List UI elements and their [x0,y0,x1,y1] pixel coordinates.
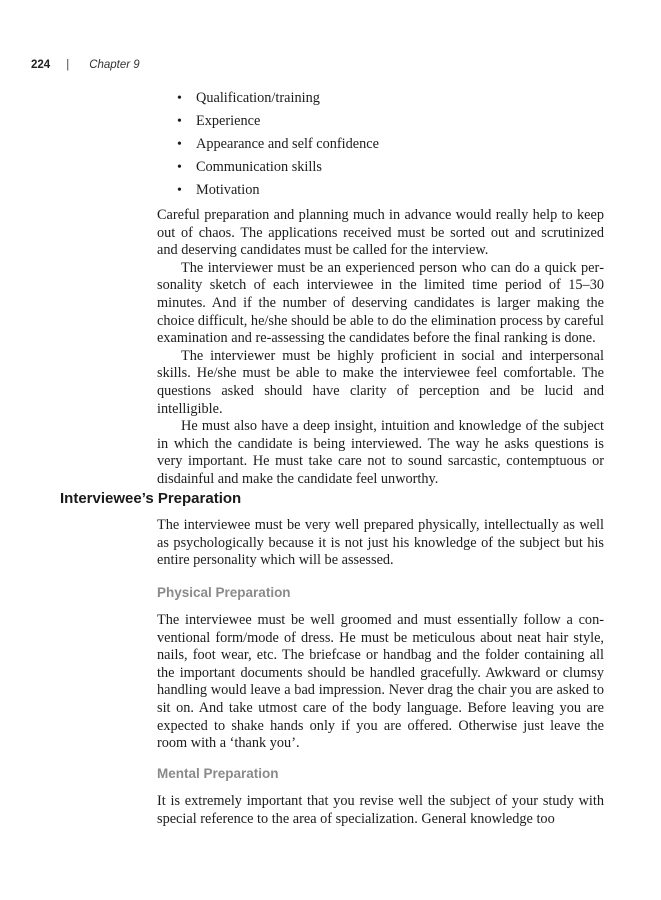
paragraph: He must also have a deep insight, intuition and knowledge of the subject in which the candidate is being interviewed. The way he asks questions is very important. He must take care not to sound sarcastic, contemptuous or disdainful and make the candidate feel unworthy. [157,418,604,487]
paragraph: The interviewee must be very well prepared physically, intellectually as well as psychologically because it is not just his knowledge of the subject but his entire personality which will be assessed. [157,517,604,569]
bullet-icon: • [177,183,182,198]
paragraph: Careful preparation and planning much in advance would really help to keep out of chaos. The applications received must be sorted out and scrutinized and deserving candidates must be called for the interview. [157,207,604,259]
list-item: • Communication skills [177,156,379,179]
running-head [31,59,140,71]
paragraph: It is extremely important that you revise well the subject of your study with special reference to the area of specialization. General knowledge too [157,793,604,827]
chapter-label: Chapter 9 [89,59,140,71]
interviewer-section-body [157,207,604,489]
mental-preparation-body [157,793,604,828]
bullet-icon: • [177,137,182,152]
list-item: • Qualification/training [177,87,379,110]
mental-preparation-heading: Mental Preparation [157,766,279,781]
paragraph: The interviewer must be an experienced person who can do a quick personality sketch of each interviewee in the limited time period of 15–30 minutes. And if the number of deserving candidates is larger making the choice difficult, he/she should be able to do the elimination process by careful examination and re-assessing the candidates before the final ranking is done. [157,259,604,347]
bullet-icon: • [177,91,182,106]
list-item: • Experience [177,110,379,133]
physical-preparation-heading: Physical Preparation [157,585,291,600]
paragraph: The interviewer must be highly proficient in social and interpersonal skills. He/she must be able to make the interviewee feel comfortable. The questions asked should have clarity of perception and be lucid and intelligible. [157,347,604,417]
criteria-bullet-list [177,87,379,202]
section-intro [157,517,604,570]
header-separator: | [66,59,70,71]
list-item: • Appearance and self confidence [177,133,379,156]
section-heading: Interviewee’s Preparation [60,490,242,507]
bullet-icon: • [177,160,182,175]
page-number: 224 [31,59,51,71]
list-item: • Motivation [177,179,379,202]
bullet-icon: • [177,114,182,129]
paragraph: The interviewee must be well groomed and must essentially follow a conventional form/mode of dress. He must be meticulous about neat hair style, nails, foot wear, etc. The briefcase or handbag and the folder containing all the important documents should be handled gracefully. Awkward or clumsy handling would leave a bad impression. Never drag the chair you are asked to sit on. And take utmost care of the body language. Before leaving you are expected to shake hands only if you are offered. Otherwise just leave the room with a ‘thank you’. [157,612,604,752]
physical-preparation-body [157,612,604,753]
